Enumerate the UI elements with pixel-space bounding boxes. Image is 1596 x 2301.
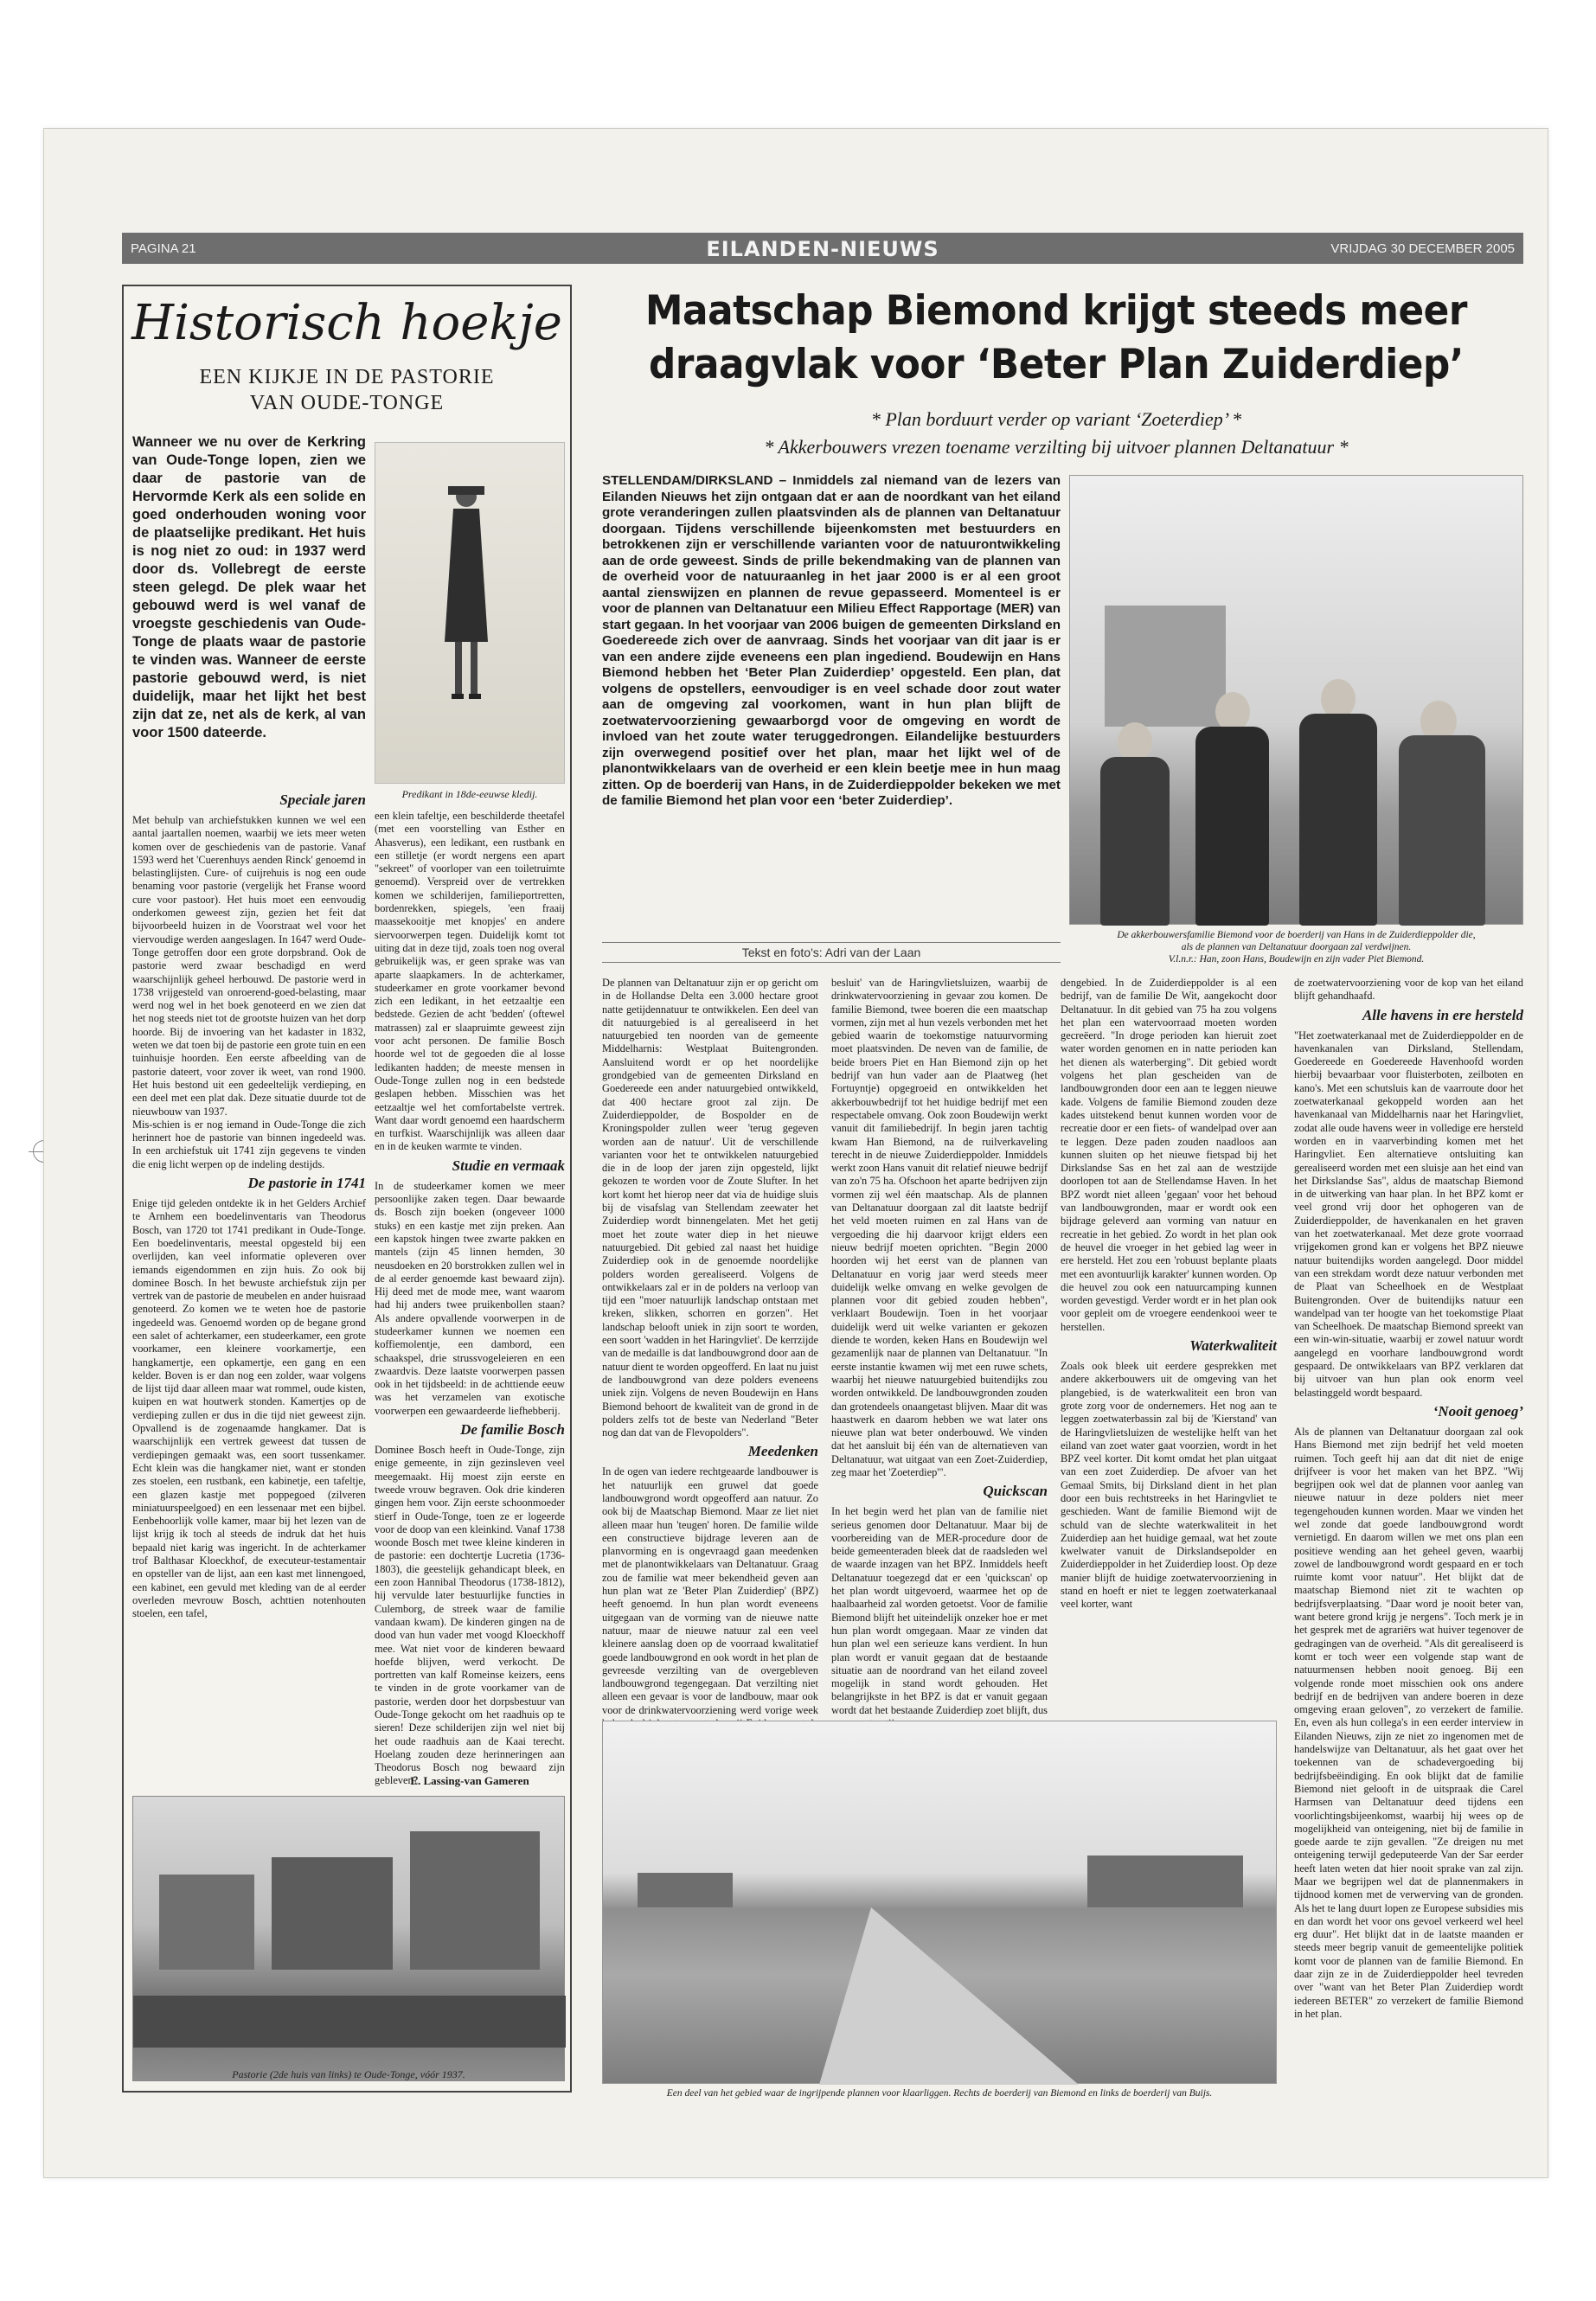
- hist-column-1: [132, 788, 366, 1621]
- photo-farm-left: [638, 1873, 733, 1907]
- heading-waterkwaliteit: Waterkwaliteit: [1189, 1337, 1277, 1355]
- photo-water: [133, 1996, 566, 2048]
- heading-studie-vermaak: Studie en vermaak: [452, 1157, 565, 1174]
- photo-farmhouse: [1105, 606, 1226, 727]
- pastorie-photo: [132, 1796, 565, 2081]
- col3b-paragraph: Zoals ook bleek uit eerdere gesprekken met andere akkerbouwers uit de omgeving van het plangebied, is de waterkwaliteit een bron van grote zorg voor de ondernemers. Het nog aan te leggen zoetwaterbassin zal bij de 'Kierstand' van de Haringvlietsluizen de westelijke helft van het eiland van zoet water gaat voorzien, wordt in het BPZ veel korter. Dit komt omdat het plan uitgaat van een zoet Zuiderdiep. De afvoer van het Gemaal Smits, bij Dirksland dient in het plan door een buis rechtstreeks in het Haringvliet te geschieden. Want de familie Biemond wijt de schuld van de slechte waterkwaliteit in het Zuiderdiep aan het huidige gemaal, wat het zoute kwelwater vanuit de Dirkslandsepolder en Zuiderdieppolder in het Zuiderdiep loost. Op deze manier blijft de huidige zoetwatervoorziening in stand en hoeft er niet te leggen zoetwaterkanaal veel korter, want: [1061, 1360, 1277, 1611]
- newspaper-page: [43, 128, 1548, 2178]
- heading-nooit-genoeg: ‘Nooit genoeg’: [1433, 1402, 1523, 1420]
- hist-subtitle-line-2: VAN OUDE-TONGE: [249, 392, 445, 414]
- heading-familie-bosch: De familie Bosch: [460, 1421, 565, 1439]
- hist-author: E. Lassing-van Gameren: [410, 1774, 529, 1787]
- photo-road: [819, 1907, 1079, 2085]
- col4a-paragraph: "Het zoetwaterkanaal met de Zuiderdieppolder en de havenkanalen van Dirksland, Stellendam, Goedereede en Goedereede Havenhoofd worden hierbij bevaarbaar voor fluisterboten, zeilboten en kano's. Met een schutsluis kan de vaarroute door het zoetwaterkanaal gekoppeld worden aan het havenkanaal van Middelharnis naar het Haringvliet, zodat alle oude havens weer in volledige ere hersteld worden en in vaarverbinding komen met het Haringvliet. Een alternatieve ontsluiting kan gerealiseerd worden met een sluisje aan het eind van het Dirkslandse Sas", aldus de maatschap Biemond in de uitwerking van haar plan. In het BPZ komt er veel grond vrij door het ophogeren van de Zuiderdieppolder, de havenkanalen en het graven van het zoetwaterkanaal. Met deze grote voorraad vrijgekomen grond kan er volgens het BPZ nieuwe natuur buitendijks worden aangelegd. Door middel van een strekdam wordt deze natuur verbonden met de Plaat van Scheelhoek en de Westplaat Buitengronden. Over de buitendijks natuur een wandelpad van ter hoogte van het toekomstige Plaat van Scheelhoek. De maatschap Biemond spreekt van een win-win-situatie, waarbij er zowel natuur wordt aangelegd en voorhare landbouwgrond wordt gespaard. De ontwikkelaars van BPZ verklaren dat bij uitvoer van hun plan ook enorm veel belastinggeld wordt bespaard.: [1294, 1029, 1523, 1399]
- heading-speciale-jaren: Speciale jaren: [279, 792, 366, 808]
- person-3: [1299, 714, 1377, 926]
- predikant-caption: Predikant in 18de-eeuwse kledij.: [401, 788, 538, 800]
- article-headline: [622, 285, 1490, 392]
- page-header: [122, 233, 1523, 264]
- col1-paragraph: De plannen van Deltanatuur zijn er op gericht om in de Hollandse Delta een 3.000 hectare groot natte getijdennatuur te ontwikkelen. Een deel van dit natuurgebied is al gerealiseerd in het natuurgebied ten noorden van de gemeente Middelharnis: Westplaat Buitengronden. Aansluitend wordt er op het noordelijke grondgebied van de gemeenten Dirksland en Goedereede een ander natuurgebied ontwikkeld, dat 400 hectare groot zal zijn. De Zuiderdieppolder, de Bospolder en de Kroningspolder zullen weer 'terug gegeven worden aan de natuur'. Uit de verschillende varianten voor het te ontwikkelen natuurgebied die in de loop der jaren zijn opgesteld, lijkt gekozen te worden voor de Zoute Slufter. In het kort komt het hierop neer dat via de huidige sluis bij de visafslag van Stellendam zeewater het Zuiderdiep wordt binnengelaten. Met het getij moet het zoute water diep in het nieuwe natuurgebied. Dit gebied zal naast het huidige Zuiderdiep ook in de genoemde noordelijke polders worden gerealiseerd. Volgens de ontwikkelaars zal er in de polders na verloop van tijd een "moer natuurlijk landschap ontstaan met kreken, slikken, schorren en gorzen". Het landschap belooft uniek in zijn soort te worden, een soort 'wadden in het Haringvliet'. De kerrzijde van de medaille is dat landbouwgrond door aan de natuur dient te worden opgeofferd. En laat nu juist de landbouwgrond van deze polders eveneens uniek zijn. Volgens de neven Boudewijn en Hans Biemond behoort de kwaliteit van de grond in de polders zelfs tot de beste van Nederland "Beter nog dan dat van de Flevopolders".: [602, 977, 818, 1439]
- person-2: [1195, 727, 1269, 926]
- predikant-figure-icon: [436, 478, 497, 711]
- person-4: [1399, 735, 1485, 926]
- headline-line-1: Maatschap Biemond krijgt steeds meer: [645, 287, 1467, 335]
- hist-paragraph-1: Met behulp van archiefstukken kunnen we wel een aantal jaartallen noemen, waarbij we iets meer weten komen over de geschiedenis van de pastorie. Vanaf 1593 werd het 'Cuerenhuys aenden Rinck' genoemd in belastinglijsten. Cure- of cuijrehuis is nog een oude benaming voor pastorie (vergelijk het Franse woord cure voor pastoor). Het huis moet een eenvoudig onderkomen geweest zijn, gezien het feit dat bijvoorbeeld huizen in de Voorstraat wel voor het viervoudige werden aangeslagen. In 1647 werd Oude-Tonge getroffen door een grote dorpsbrand. Ook de pastorie werd zwaar beschadigd en werd waarschijnlijk geheel herbouwd. De pastorie werd in 1738 vrijgesteld van onroerend-goed-belasting, maar werd nog wel in het boek genoteerd en we zien dat het nog steeds niet tot de grootste huizen van het dorp hoorde. Bij de invoering van het kadaster in 1832, weten we dat toen bij de pastorie een grote tuin en een tuinhuisje hoorden. Een eerste afbeelding van de pastorie dateert, voor zover ik weet, van rond 1900. Het huis bestond uit een gedeeltelijk verdieping, en een deel met een plat dak. Deze situatie duurde tot de nieuwbouw van 1937.: [132, 814, 366, 1118]
- photo-farm-right: [1087, 1856, 1243, 1907]
- heading-pastorie-1741: De pastorie in 1741: [247, 1175, 366, 1192]
- hist-column-2: [375, 810, 565, 1788]
- hist-title: Historisch hoekje: [131, 295, 562, 351]
- family-caption-line-3: V.l.n.r.: Han, zoon Hans, Boudewijn en zijn vader Piet Biemond.: [1168, 954, 1425, 965]
- historisch-hoekje-box: [122, 285, 572, 2093]
- photo-house-2: [272, 1857, 393, 1970]
- article-column-4: [1294, 977, 1523, 2021]
- col2b-paragraph: In het begin werd het plan van de familie niet serieus genomen door Deltanatuur. Maar bij de voorbereiding van de MER-procedure door de beide gemeenteraden bleek dat de raadsleden wel de waarde inzagen van het BPZ. Inmiddels heeft Deltanatuur toegezegd dat er een 'quickscan' op het plan wordt uitgevoerd, waarmee het op de haalbaarheid zal worden getoetst. Voor de familie Biemond blijft het uiteindelijk onzeker hoe er met hun plan wordt omgegaan. Maar ze vinden dat hun plan wel een serieuze kans verdient. In hun plan wordt er vanuit gegaan dat de bestaande situatie aan de noordrand van het eiland zoveel mogelijk in stand wordt gehouden. Het belangrijkste in het BPZ is dat er vanuit gegaan wordt dat het bestaande Zuiderdiep zoet blijft, dus: [831, 1505, 1048, 1716]
- col2-paragraph: besluit' van de Haringvlietsluizen, waarbij de drinkwatervoorziening in gevaar zou komen. De familie Biemond, twee boeren die een maatschap vormen, zijn met al hun vezels verbonden met het gebied waarin de toekomstige natuurvorming moet plaatsvinden. De neven van de familie, de beide broers Piet en Han Biemond zijn op het bedrijf van hun vader aan de Plaatweg (het Fortuyntje) opgegroeid en ontwikkelden het akkerbouwbedrijf tot het huidige bedrijf met een respectabele omvang. Ook zoon Boudewijn werkt vanuit dit familiebedrijf. In begin jaren tachtig kwam Han Biemond, na de ruilverkaveling terecht in de nieuwe Zuiderdieppolder. Inmiddels werkt zoon Hans vanuit dit relatief nieuwe bedrijf van zo'n 75 ha. Ofschoon het aparte bedrijven zijn vormen zij wel één maatschap. Als de plannen van Deltanatuur doorgaan zal dit laatste bedrijf het veld moeten ruimen en zal Hans van de vergoeding die hij daarvoor krijgt elders een nieuw bedrijf moeten oprichten. "Begin 2000 hoorden wij het eerst van de plannen van Deltanatuur en vorig jaar werd steeds meer duidelijk welke omvang en welke gevolgen de plannen voor dit gebied zouden hebben", verklaart Boudewijn. Toen in het voorjaar duidelijk werd uit welke varianten er gekozen diende te worden, keken Hans en Boudewijn wel gezamenlijk naar de plannen van Deltanatuur. "In eerste instantie kwamen wij met een ruwe schets, waarbij het nieuwe natuurgebied buitendijks zou worden ontwikkeld. De landbouwgronden zouden dan grotendeels onaangetast blijven. Maar dit was haastwerk en daarom hebben we wat later ons nieuwe plan wat beter onderbouwd. We vinden dat het aansluit bij één van de alternatieven van Deltanatuur, wat uitgaat van een Zoet-Zuiderdiep, zeg maar het 'Zoeterdiep'".: [831, 977, 1048, 1478]
- article-credit: Tekst en foto's: Adri van der Laan: [602, 942, 1061, 963]
- hist-paragraph-4: een klein tafeltje, een beschilderde theetafel (met een voorstelling van Esther en Ahasverus), een ledikant, een rustbank en een stilletje (er wordt nergens een apart "sekreet" of voorloper van een toiletruimte genoemd). Verspreid over de vertrekken komen we schilderijen, familieportretten, bordenrekken, spiegels, 'een fraaij maassekooitje met knopjes' en andere siervoorwerpen tegen. Duidelijk komt tot uiting dat in deze tijd, zoals toen nog overal gebruikelijk was, er geen sprake was van aparte slaapkamers. In de achterkamer, studeerkamer en grote voorkamer bevond zich een ledikant, in het eetzaaltje een bedstede. Gezien de acht 'bedden' (oftewel matrassen) zal er slaapruimte geweest zijn voor acht personen. De familie Bosch hoorde wel tot de gegoeden die al losse ledikanten hadden; de meeste mensen in Oude-Tonge zullen nog in een bedstede geslapen hebben. Misschien was het eetzaaltje wel het comfortabelste vertrek. Want daar wordt genoemd een haardscherm en turfkist. Waarschijnlijk was alleen daar en in de keuken warmte te vinden.: [375, 810, 565, 1153]
- page-content: [122, 233, 1523, 2136]
- landscape-caption: Een deel van het gebied waar de ingrijpende plannen voor klaarliggen. Rechts de boerderij van Biemond en links de boerderij van Buijs.: [666, 2088, 1213, 2099]
- photo-house-1: [159, 1875, 254, 1970]
- hist-paragraph-6: Dominee Bosch heeft in Oude-Tonge, zijn enige gemeente, in zijn gezinsleven veel meegemaakt. Hij moest zijn eerste en tweede vrouw begraven. Ook drie kinderen gingen hem voor. Zijn eerste schoonmoeder stierf in Oude-Tonge, toen ze er logeerde voor de doop van een kleinkind. Vanaf 1738 woonde Bosch met twee kleine kinderen in de pastorie: een dochtertje Lucretia (1736-1803), die geestelijk gehandicapt bleek, en een zoon Hannibal Theodorus (1738-1812), hij vervulde later bestuurlijke functies in Culemborg, de streek waar de familie vandaan kwam). De kinderen gingen na de dood van hun vader met voogd Kloeckhoff mee. Wat niet voor de kinderen bewaard hoefde blijven, werd verkocht. De portretten van kalf Romeinse keizers, eens te vinden in de grote voorkamer van de pastorie, werden door het dorpsbestuur van Oude-Tonge gekocht om het raadhuis op te sieren! Deze schilderijen zijn wel niet bij het oude raadhuis aan de Kaai terecht. Hoelang zouden deze herinneringen aan Theodorus Bosch nog bewaard zijn gebleven?: [375, 1444, 565, 1787]
- predikant-illustration: [375, 442, 565, 784]
- article-intro: STELLENDAM/DIRKSLAND – Inmiddels zal niemand van de lezers van Eilanden Nieuws het zijn ontgaan dat er aan de noordkant van het eiland grote veranderingen zullen plaatsvinden als de plannen van Deltanatuur doorgaan. Tijdens verschillende bijeenkomsten met bestuurders en betrokkenen zijn er verschillende varianten voor de natuurontwikkeling aan de orde geweest. Sinds de prille bekendmaking van de plannen van de overheid voor de natuuraanleg in het jaar 2000 is er al een groot aantal zienswijzen en plannen de revue gepasseerd. Momenteel is er voor de plannen van Deltanatuur een Milieu Effect Rapportage (MER) van start gegaan. In het voorjaar van 2006 buigen de gemeenten Dirksland en Goedereede zich over de aanvraag. Sinds het voorjaar van dit jaar is er van een andere zijde eveneens een plan ingediend. Boudewijn en Hans Biemond hebben het ‘Beter Plan Zuiderdiep’ opgesteld. Een plan, dat volgens de opstellers, eenvoudiger is en veel schade door zout water aan de omgeving zal voorkomen, want in hun plan blijft de zoetwatervoorziening gewaarborgd voor de omgeving en wordt de invloed van het zoute water teruggedrongen. Eilandelijke bestuurders zijn overwegend positief over het plan, maar het lijkt wel of de planontwikkelaars van de overheid er een klein beetje mee in hun maag zitten. Op de boerderij van Hans, in de Zuiderdieppolder bekeken we met de familie Biemond het plan voor een ‘beter Zuiderdiep’.: [602, 473, 1061, 808]
- masthead: EILANDEN-NIEUWS: [706, 237, 939, 261]
- pastorie-caption: Pastorie (2de huis van links) te Oude-Tonge, vóór 1937.: [232, 2068, 465, 2080]
- col1b-paragraph: In de ogen van iedere rechtgeaarde landbouwer is het natuurlijk een gruwel dat goede landbouwgrond wordt opgeofferd aan natuur. Zo ook bij de Maatschap Biemond. Maar ze liet niet alleen maar hun 'teugen' horen. De familie wilde een constructieve bijdrage leveren aan de planvorming en is ongevraagd gaan meedenken met de planontwikkelaars van Deltanatuur. Graag zou de familie wat meer bekendheid geven aan hun plan wat ze 'Beter Plan Zuiderdiep' (BPZ) heeft genoemd. In hun plan wordt eveneens uitgegaan van de vorming van de nieuwe natte natuur, maar de nieuwe natuur zal een veel kleinere aanslag doen op de voorraad kwalitatief goede landbouwgrond en ook wordt in het plan de gevreesde verzilting van de overgebleven landbouwgrond tegengegaan. Dat verzilting niet alleen een gevaar is voor de landbouw, maar ook voor de drinkwatervoorziening werd vorige week: [602, 1465, 818, 1716]
- col4-paragraph: de zoetwatervoorziening voor de kop van het eiland blijft gehandhaafd.: [1294, 977, 1523, 1003]
- family-caption-line-2: als de plannen van Deltanatuur doorgaan zal verdwijnen.: [1181, 942, 1412, 952]
- hist-subtitle: [124, 364, 570, 416]
- deck-line-2: * Akkerbouwers vrezen toename verzilting bij uitvoer plannen Deltanatuur *: [764, 436, 1349, 458]
- deck-line-1: * Plan borduurt verder op variant ‘Zoeterdiep’ *: [870, 408, 1242, 430]
- article-deck: [589, 406, 1523, 461]
- hist-lead: Wanneer we nu over de Kerkring van Oude-Tonge lopen, zien we daar de pastorie van de Hervormde Kerk als een solide en goed onderhouden woning voor de plaatselijke predikant. Het huis is nog niet zo oud: in 1937 werd door ds. Vollebregt de eerste steen gelegd. De plek waar het gebouwd werd is wel vanaf de vroegste geschiedenis van Oude-Tonge de plaats waar de pastorie te vinden was. Wanneer de eerste pastorie gebouwd werd, is niet duidelijk, maar het lijkt het best zijn dat ze, net als de kerk, al van voor 1500 dateerde.: [132, 434, 366, 740]
- heading-quickscan: Quickscan: [983, 1483, 1048, 1500]
- article-column-1: [602, 977, 818, 1770]
- biemond-family-photo: [1069, 475, 1523, 925]
- heading-havens: Alle havens in ere hersteld: [1362, 1006, 1523, 1023]
- photo-house-3: [410, 1831, 540, 1970]
- hist-paragraph-2: Mis-schien is er nog iemand in Oude-Tonge die zich herinnert hoe de pastorie van binnen ingedeeld was. In een archiefstuk uit 1741 zijn gegevens te vinden die enig licht werpen op de indeling destijds.: [132, 1118, 366, 1170]
- article-column-3: [1061, 977, 1277, 1612]
- issue-date: VRIJDAG 30 DECEMBER 2005: [1330, 241, 1515, 256]
- person-1: [1100, 757, 1170, 926]
- hist-subtitle-line-1: EEN KIJKJE IN DE PASTORIE: [199, 366, 495, 388]
- family-photo-caption: [1069, 929, 1523, 965]
- family-caption-line-1: De akkerbouwersfamilie Biemond voor de boerderij van Hans in de Zuiderdieppolder die,: [1117, 930, 1476, 940]
- article-column-2: [831, 977, 1048, 1730]
- landscape-road-photo: [602, 1721, 1277, 2084]
- col4b-paragraph: Als de plannen van Deltanatuur doorgaan zal ook Hans Biemond met zijn bedrijf het veld moeten ruimen. Toch geeft hij aan dat dit niet de enige drijfveer is voor het maken van het BPZ. "Wij begrijpen ook wel dat de plannen voor aanleg van nieuwe natuur in deze polders niet meer tegengehouden kunnen worden. Maar we vinden het wel zonde dat goede landbouwgrond wordt vernietigd. En daarom willen we met ons plan een positieve wending aan het geheel geven, waarbij zowel de landbouwgrond wordt gespaard en er toch ruimte komt voor natuur". Het blijkt dat de maatschap Biemond niet zit te wachten op bedrijfsverplaatsing. "Daar word je nooit beter van, want betere grond krijg je nergens". Toch merk je in het gesprek met de agrariërs wat huiver tegenover de gedragingen van de overheid. "Als dit gerealiseerd is komt er toch weer een volgende stap want de natuurmensen hebben nooit genoeg. Bij een volgende ronde moet misschien ook ons andere bedrijf en de bedrijven van andere boeren in deze omgeving eraan geloven", zo verzekert de familie. En, even als hun collega's in een eerder interview in Eilanden Nieuws, zijn ze niet zo ingenomen met de handelswijze van Deltanatuur, als het gaat over het toekennen van de schadevergoeding bij bedrijfsbeëindiging. En ook blijkt dat de familie Biemond niet gelooft in de uitspraak die Carel Harmsen van Deltanatuur deed tijdens een voorlichtingsbijeenkomst, waarbij hij wees op de mogelijkheid van onteigening, niet bij de familie in goede aarde te zijn gevallen. "Ze dreigen nu met onteigening terwijl gedeputeerde Van der Sar eerder heeft laten weten dat hier nooit sprake van zal zijn. Maar we begrijpen wel dat de plannenmakers in tijdnood komen met de verwerving van de gronden. Als het te lang duurt lopen ze Europese subsidies mis en dan wordt het voor ons gevoel verkeerd wel heel erg duur". Het blijkt dat in de laatste maanden er steeds meer begrip vanuit de gemeentelijke politiek komt voor de plannen van de familie Biemond. En daar zijn ze in de Zuiderdieppolder heel tevreden over "want van het Beter Plan Zuiderdiep wordt iedereen BETER" zo verzekert de familie Biemond in het plan.: [1294, 1425, 1523, 2020]
- headline-line-2: draagvlak voor ‘Beter Plan Zuiderdiep’: [649, 341, 1464, 388]
- hist-paragraph-3: Enige tijd geleden ontdekte ik in het Gelders Archief te Arnhem een boedelinventaris van Theodorus Bosch, van 1720 tot 1741 predikant in Oude-Tonge. Een boedelinventaris, meestal opgesteld bij een overlijden, kan veel informatie opleveren over iemands eigendommen en zijn huis. Zo ook bij dominee Bosch. In het bewuste archiefstuk zijn per vertrek van de pastorie de meubelen en ander huisraad genoteerd. Zo komen we te weten hoe de pastorie ingedeeld was. Genoemd worden op de begane grond een salet of achterkamer, een studeerkamer, een grote voorkamer, een kleinere voorkamertje, een hangkamertje, een opkamertje, een gang en een kelder. Boven is er dan nog een zolder, waar volgens de lijst tijd daar alleen maar wat rommel, oude kisten, kuipen en wat houtwerk stonden. Kamertjes op de verdieping zullen er dus in die tijd niet geweest zijn. Opvallend is de zogenaamde hangkamer. Dat is waarschijnlijk een vertrek geweest dat tussen de verdiepingen gemaakt was, een soort tussenkamer. Echt klein was die hangkamer niet, want er stonden zes stoelen, een rustbank, een kabinetje, een tafeltje, een glazen kastje met poppegoed (zilveren miniatuurspeelgoed) en een lessenaar met een bijbel. Eenbehoorlijk volle kamer, maar bij het lezen van de lijst krijg ik toch al steeds de indruk dat het huis bepaald niet karig was ingericht. In de achterkamer trof Balthasar Kloeckhof, de executeur-testamentair en opsteller van de lijst, aan een kast met linnengoed, een kabinet, een gevuld met kleding van de al eerder overleden mevrouw Bosch, achttien notenhouten stoelen, een tafel,: [132, 1197, 366, 1620]
- page-number: PAGINA 21: [131, 241, 196, 256]
- heading-meedenken: Meedenken: [747, 1443, 818, 1460]
- hist-paragraph-5: In de studeerkamer komen we meer persoonlijke zaken tegen. Daar bewaarde ds. Bosch zijn boeken (ongeveer 1000 stuks) en een kastje met zijn preken. Aan een kapstok hingen twee zwarte pakken en mantels (zijn 45 linnen hemden, 30 neusdoeken en 20 borstrokken zullen wel in de al eerder genoemde kast bewaard zijn). Hij deed met de mode mee, want waarom had hij anders twee pruikenbollen staan? Als andere opvallende voorwerpen in de studeerkamer kunnen we noemen een koffiemolentje, een dambord, een schaakspel, drie strussvogeleieren en een zwaardvis. Deze laatste voorwerpen passen ook in het tijdsbeeld: in de achttiende eeuw was het verzamelen van exotische voorwerpen een gewaardeerde liefhebberij.: [375, 1179, 565, 1417]
- col3-paragraph: dengebied. In de Zuiderdieppolder is al een bedrijf, van de familie De Wit, aangekocht door Deltanatuur. In dit gebied van 75 ha zou volgens het plan een watervoorraad moeten worden gecreëerd. "In droge perioden kan hieruit zoet water worden genomen en in natte perioden kan het dienen als waterberging". Dit gebied wordt volgens het plan gescheiden van de landbouwgronden door een aan te leggen nieuwe kade. Volgens de familie Biemond zouden deze kades uitstekend benut kunnen worden voor de recreatie door er een fiets- of wandelpad over aan te leggen. Deze paden zouden naadloos aan kunnen sluiten op het nieuwe fietspad bij het Dirkslandse Sas en het zal aan de westzijde doorlopen tot aan de Stellendamse Haven. In het BPZ wordt niet alleen 'gegaan' voor het behoud van landbouwgronden, maar er wordt ook een bijdrage geleverd aan vorming van natuur en recreatie in het gebied. Zo wordt in het plan ook de heuvel die vroeger in het gebied lag weer in ere hersteld. Het zou een 'robuust beplante plaats met een avontuurlijk karakter' kunnen worden. Op die heuvel zou ook een natuurcamping kunnen worden gevestigd. Verder wordt er in het plan ook voor gepleit om de vroegere eendenkooi weer te herstellen.: [1061, 977, 1277, 1333]
